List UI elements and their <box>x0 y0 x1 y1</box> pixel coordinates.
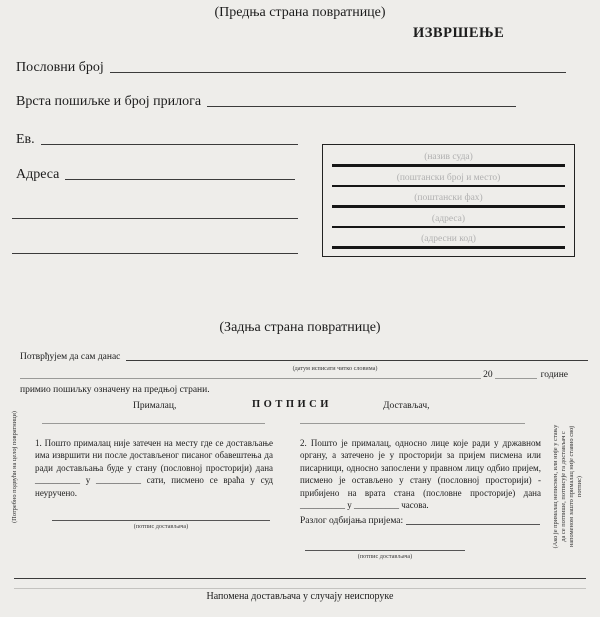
po-box-blank <box>332 205 565 208</box>
left-deliverer-signature-hint: (потпис достављача) <box>133 523 189 530</box>
deliverer-label: Достављач, <box>383 401 430 411</box>
deliverer-signature-line <box>300 416 525 424</box>
court-name-blank <box>332 164 565 167</box>
left-margin-note <box>11 402 21 532</box>
front-side-label: (Предња страна повратнице) <box>214 5 386 20</box>
business-number-row <box>16 59 566 76</box>
footer-divider-dark <box>14 578 586 579</box>
business-number-blank <box>110 71 566 73</box>
clause-2: 2. Пошто је прималац, односно лице које ради у државном органу, а затечено је у просторији за пријем писмена или писарници, односно запослени у правном лицу одбио пријем, писмено је остављено у стану (пословној просторији) - прибијено на врата стана (пословне просторије) дана __________ у __________ часова. <box>300 438 541 511</box>
court-address-box <box>322 144 575 257</box>
recipient-signature-line <box>42 416 265 424</box>
signatures-heading: ПОТПИСИ <box>252 399 332 410</box>
right-margin-note-line-4: потпис) <box>576 475 583 498</box>
ev-label: Ев. <box>16 132 35 147</box>
confirm-label: Потврђујем да сам данас <box>20 352 121 362</box>
received-statement: примио пошиљку означену на предњој страни. <box>20 385 210 395</box>
address-blank-line-2 <box>12 210 298 219</box>
refusal-reason-blank <box>406 523 540 525</box>
business-number-label: Пословни број <box>16 60 104 75</box>
address-code-label: (адресни код) <box>421 234 476 244</box>
address-code-blank <box>332 246 565 249</box>
right-margin-note <box>552 395 585 578</box>
year-row-long-blank <box>20 377 481 379</box>
year-blank <box>495 377 537 379</box>
address-row <box>16 166 295 183</box>
postal-code-place-label: (поштански број и место) <box>396 172 501 183</box>
right-margin-note-line-3: напоменом зашто прималац није ставио свој <box>568 425 575 548</box>
clause-1: 1. Пошто прималац није затечен на месту где се достављање има извршити ни после достављеног писаног обавештења да ради достављања буде у стану (пословној просторији) дана __________ у __________ сати, писмено се враћа у суд неуручено. <box>35 438 273 498</box>
year-prefix: 20 <box>483 370 493 380</box>
right-deliverer-signature-line <box>305 543 465 551</box>
date-hint: (датум исписати читко словима) <box>292 365 378 372</box>
footer-note: Напомена достављача у случају неиспоруке <box>206 591 394 602</box>
po-box-label: (поштански фах) <box>414 193 483 203</box>
confirm-date-row <box>20 350 588 363</box>
confirm-date-blank <box>126 359 588 361</box>
year-row <box>20 368 568 381</box>
right-margin-note-line-2: да се потпише, потписује га достављач с <box>560 431 567 542</box>
refusal-reason-row <box>300 515 540 527</box>
footer-divider-light <box>14 588 586 589</box>
ev-blank <box>41 143 298 145</box>
address-blank <box>65 178 295 180</box>
address-label: Адреса <box>16 167 60 182</box>
court-address-label: (адреса) <box>431 213 466 224</box>
right-margin-note-line-1: (Ако је прималац неписмен, или није у стању <box>552 424 559 549</box>
court-name-label: (назив суда) <box>424 152 473 162</box>
recipient-label: Прималац, <box>133 401 177 411</box>
address-blank-line-3 <box>12 245 298 254</box>
ev-row <box>16 131 298 148</box>
left-margin-note-text: (Потребно подвући на целој повратници) <box>11 410 18 524</box>
shipment-type-blank <box>207 105 516 107</box>
shipment-type-label: Врста пошиљке и број прилога <box>16 94 202 109</box>
shipment-type-row <box>16 93 516 110</box>
postal-code-place-blank <box>332 185 565 188</box>
back-side-label: (Задња страна повратнице) <box>219 320 381 335</box>
execution-heading: ИЗВРШЕЊЕ <box>413 25 505 41</box>
right-deliverer-signature-hint: (потпис достављача) <box>357 553 413 560</box>
refusal-reason-label: Разлог одбијања пријема: <box>300 516 404 526</box>
year-suffix: године <box>540 370 568 380</box>
left-deliverer-signature-line <box>52 513 270 521</box>
court-address-blank <box>332 226 565 229</box>
